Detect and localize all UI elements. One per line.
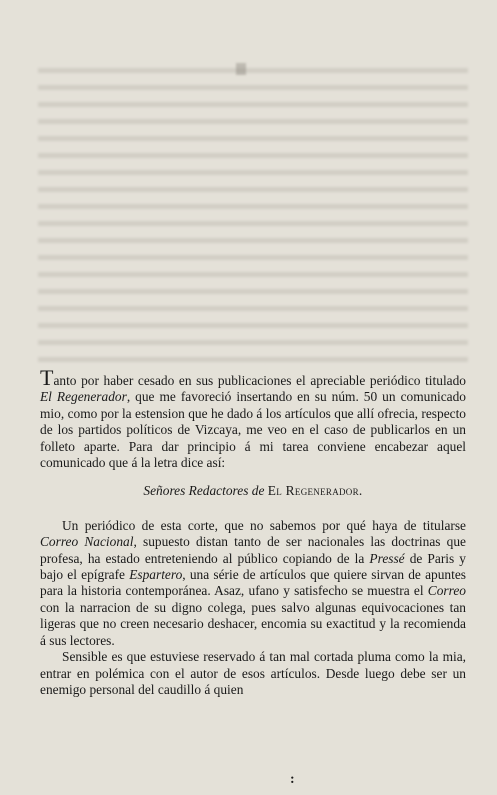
salutation-name: El Regenerador. — [267, 483, 363, 499]
p1-text-c: , supuesto distan tanto de ser nacionales las doctrinas que profesa, ha estado entreteniendo al público copiando de la — [40, 534, 466, 566]
intro-text-2: , que me favoreció insertando en su núm. 50 un comunicado mio, como por la estension que he dado á los artículos que allí ofrecia, respecto de los partidos políticos de Vizcaya, me veo en el caso de publicarlos en un folleto aparte. Para dar principio á mi tarea conviene encabezar aquel comunicado que á la letra dice así: — [40, 389, 467, 471]
p1-text-a: Un periódico de esta corte, que no sabemos por qué haya de titularse — [62, 517, 466, 533]
p1-title-correo-nacional: Correo Nacional — [40, 534, 134, 550]
p1-title-espartero: Espartero — [129, 567, 183, 583]
p1-title-presse: Pressé — [369, 550, 405, 566]
body-paragraph-1 — [40, 518, 466, 649]
salutation-text: Señores Redactores de — [143, 483, 268, 499]
intro-paragraph — [40, 365, 467, 471]
salutation-heading — [40, 483, 466, 499]
main-text — [40, 365, 467, 698]
p1-text-g: , una série de artículos que quiere sirvan de apuntes para la historia contemporánea. Asaz, ufano y satisfecho se muestra el — [40, 567, 466, 599]
p1-text-i: con la narracion de su digno colega, pues salvo algunas equivocaciones tan ligeras que no creen necesario deshacer, encomia su exactitud y la recomienda á sus lectores. — [40, 599, 466, 648]
signature-mark: : — [290, 772, 295, 787]
bleed-through-page-number — [236, 63, 246, 75]
bleed-through-text — [38, 62, 468, 362]
intro-text-1: Tanto por haber cesado en sus publicaciones el apreciable periódico titulado — [40, 365, 466, 390]
p1-text-e: de Paris y bajo el epígrafe — [40, 550, 466, 583]
p1-title-correo: Correo — [427, 583, 466, 599]
periodical-title: El Regenerador — [40, 389, 127, 405]
body-paragraph-2: Sensible es que estuviese reservado á tan mal cortada pluma como la mia, entrar en polémica con el autor de esos artículos. Desde luego debe ser un enemigo personal del caudillo á quien — [40, 649, 466, 697]
